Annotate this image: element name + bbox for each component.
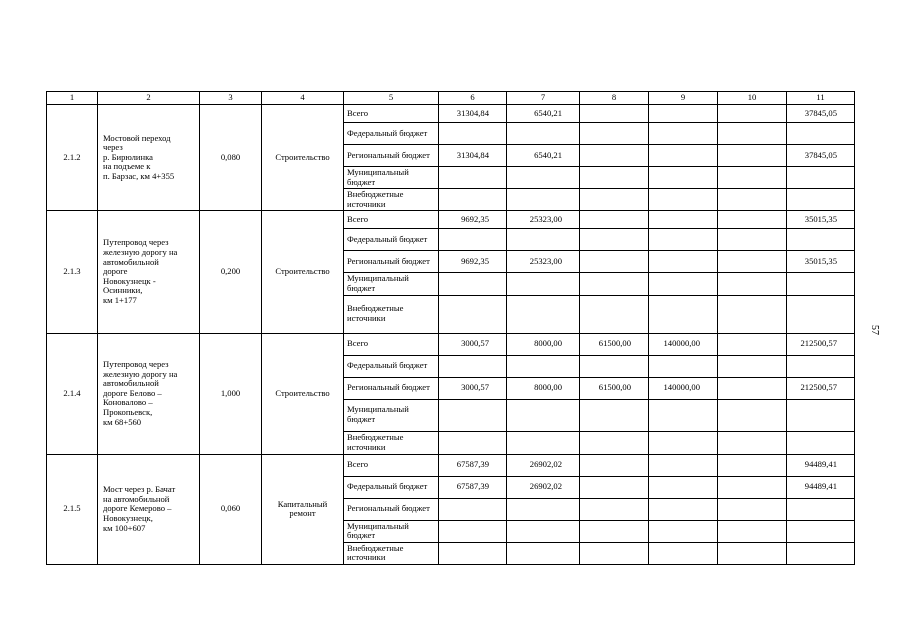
amount-cell: [787, 229, 855, 251]
amount-cell: [718, 273, 787, 295]
funding-source: Региональный бюджет: [344, 498, 439, 520]
amount-cell: [507, 431, 580, 454]
amount-cell: [580, 189, 649, 211]
header-cell: 7: [507, 92, 580, 105]
amount-cell: [718, 399, 787, 431]
work-type: Строительство: [262, 211, 344, 333]
funding-source: Муниципальный бюджет: [344, 399, 439, 431]
amount-cell: [507, 399, 580, 431]
funding-source: Внебюджетные источники: [344, 542, 439, 564]
header-cell: 10: [718, 92, 787, 105]
object-name: Мост через р. Бачат на автомобильной дороге Кемерово – Новокузнецк, км 100+607: [98, 454, 200, 564]
amount-cell: [580, 431, 649, 454]
funding-source: Федеральный бюджет: [344, 476, 439, 498]
amount-cell: [580, 105, 649, 123]
object-length: 0,060: [200, 454, 262, 564]
amount-cell: [649, 399, 718, 431]
amount-cell: [718, 377, 787, 399]
object-length: 1,000: [200, 333, 262, 454]
amount-cell: [580, 454, 649, 476]
amount-cell: 140000,00: [649, 333, 718, 355]
amount-cell: [507, 123, 580, 145]
amount-cell: [439, 431, 507, 454]
object-name: Мостовой переход через р. Бирюлинка на подъеме к п. Барзас, км 4+355: [98, 105, 200, 211]
funding-source: Региональный бюджет: [344, 377, 439, 399]
amount-cell: [580, 251, 649, 273]
amount-cell: [718, 454, 787, 476]
amount-cell: 3000,57: [439, 333, 507, 355]
amount-cell: [439, 167, 507, 189]
funding-source: Всего: [344, 211, 439, 229]
amount-cell: [787, 273, 855, 295]
amount-cell: [507, 295, 580, 333]
header-cell: 5: [344, 92, 439, 105]
amount-cell: [580, 476, 649, 498]
amount-cell: [649, 476, 718, 498]
amount-cell: 37845,05: [787, 105, 855, 123]
amount-cell: [718, 105, 787, 123]
amount-cell: [718, 167, 787, 189]
header-cell: 9: [649, 92, 718, 105]
funding-source: Федеральный бюджет: [344, 123, 439, 145]
amount-cell: [439, 123, 507, 145]
amount-cell: 140000,00: [649, 377, 718, 399]
amount-cell: 94489,41: [787, 454, 855, 476]
header-cell: 11: [787, 92, 855, 105]
amount-cell: [787, 542, 855, 564]
budget-table: [46, 91, 855, 565]
amount-cell: 6540,21: [507, 105, 580, 123]
amount-cell: 94489,41: [787, 476, 855, 498]
amount-cell: 35015,35: [787, 251, 855, 273]
amount-cell: [787, 295, 855, 333]
funding-source: Внебюджетные источники: [344, 431, 439, 454]
amount-cell: [787, 123, 855, 145]
table-row: [47, 454, 855, 476]
amount-cell: 37845,05: [787, 145, 855, 167]
amount-cell: [718, 123, 787, 145]
funding-source: Внебюджетные источники: [344, 295, 439, 333]
amount-cell: [580, 167, 649, 189]
amount-cell: [787, 355, 855, 377]
column-number-header-row: [47, 92, 855, 105]
amount-cell: [787, 498, 855, 520]
amount-cell: [649, 251, 718, 273]
funding-source: Муниципальный бюджет: [344, 167, 439, 189]
amount-cell: 25323,00: [507, 251, 580, 273]
amount-cell: 9692,35: [439, 251, 507, 273]
amount-cell: [649, 145, 718, 167]
funding-source: Муниципальный бюджет: [344, 520, 439, 542]
amount-cell: [580, 229, 649, 251]
funding-source: Региональный бюджет: [344, 145, 439, 167]
amount-cell: [580, 211, 649, 229]
amount-cell: [580, 520, 649, 542]
amount-cell: [718, 355, 787, 377]
amount-cell: [580, 273, 649, 295]
amount-cell: [649, 498, 718, 520]
item-number: 2.1.2: [47, 105, 98, 211]
amount-cell: 212500,57: [787, 333, 855, 355]
amount-cell: [649, 229, 718, 251]
amount-cell: [649, 520, 718, 542]
amount-cell: [439, 498, 507, 520]
table-row: [47, 105, 855, 123]
amount-cell: [439, 355, 507, 377]
amount-cell: 25323,00: [507, 211, 580, 229]
header-cell: 4: [262, 92, 344, 105]
item-number: 2.1.4: [47, 333, 98, 454]
amount-cell: [718, 520, 787, 542]
amount-cell: [718, 145, 787, 167]
funding-source: Всего: [344, 333, 439, 355]
amount-cell: [507, 498, 580, 520]
funding-source: Внебюджетные источники: [344, 189, 439, 211]
amount-cell: [507, 167, 580, 189]
amount-cell: 35015,35: [787, 211, 855, 229]
amount-cell: [718, 476, 787, 498]
amount-cell: 26902,02: [507, 454, 580, 476]
amount-cell: 3000,57: [439, 377, 507, 399]
amount-cell: [649, 273, 718, 295]
page-number: 57: [869, 325, 880, 335]
amount-cell: [507, 542, 580, 564]
header-cell: 6: [439, 92, 507, 105]
amount-cell: [507, 355, 580, 377]
amount-cell: [718, 211, 787, 229]
amount-cell: [507, 273, 580, 295]
amount-cell: [439, 542, 507, 564]
header-cell: 3: [200, 92, 262, 105]
amount-cell: 8000,00: [507, 377, 580, 399]
object-name: Путепровод через железную дорогу на автомобильной дороге Новокузнецк - Осинники, км 1+177: [98, 211, 200, 333]
amount-cell: [649, 105, 718, 123]
amount-cell: [718, 251, 787, 273]
amount-cell: 6540,21: [507, 145, 580, 167]
amount-cell: 67587,39: [439, 476, 507, 498]
amount-cell: [649, 355, 718, 377]
amount-cell: [649, 123, 718, 145]
amount-cell: [718, 333, 787, 355]
item-number: 2.1.3: [47, 211, 98, 333]
amount-cell: 61500,00: [580, 333, 649, 355]
amount-cell: [580, 355, 649, 377]
amount-cell: [649, 167, 718, 189]
funding-source: Федеральный бюджет: [344, 355, 439, 377]
amount-cell: [439, 295, 507, 333]
amount-cell: [649, 189, 718, 211]
funding-source: Муниципальный бюджет: [344, 273, 439, 295]
amount-cell: 9692,35: [439, 211, 507, 229]
amount-cell: [718, 229, 787, 251]
amount-cell: 67587,39: [439, 454, 507, 476]
amount-cell: [507, 520, 580, 542]
amount-cell: [507, 229, 580, 251]
amount-cell: [649, 295, 718, 333]
amount-cell: [439, 520, 507, 542]
amount-cell: [649, 211, 718, 229]
amount-cell: [718, 295, 787, 333]
amount-cell: [649, 431, 718, 454]
amount-cell: [718, 431, 787, 454]
amount-cell: [580, 123, 649, 145]
funding-source: Всего: [344, 454, 439, 476]
object-name: Путепровод через железную дорогу на автомобильной дороге Белово – Коновалово – Прокопьевск, км 68+560: [98, 333, 200, 454]
amount-cell: 31304,84: [439, 145, 507, 167]
item-number: 2.1.5: [47, 454, 98, 564]
amount-cell: [649, 542, 718, 564]
amount-cell: 212500,57: [787, 377, 855, 399]
amount-cell: [787, 520, 855, 542]
table-body: [47, 92, 855, 565]
amount-cell: [718, 498, 787, 520]
amount-cell: 61500,00: [580, 377, 649, 399]
work-type: Капитальный ремонт: [262, 454, 344, 564]
funding-source: Региональный бюджет: [344, 251, 439, 273]
amount-cell: [787, 399, 855, 431]
amount-cell: [649, 454, 718, 476]
amount-cell: [439, 273, 507, 295]
header-cell: 2: [98, 92, 200, 105]
funding-source: Всего: [344, 105, 439, 123]
amount-cell: 31304,84: [439, 105, 507, 123]
header-cell: 8: [580, 92, 649, 105]
object-length: 0,080: [200, 105, 262, 211]
funding-source: Федеральный бюджет: [344, 229, 439, 251]
amount-cell: [580, 542, 649, 564]
header-cell: 1: [47, 92, 98, 105]
amount-cell: [439, 399, 507, 431]
amount-cell: 26902,02: [507, 476, 580, 498]
amount-cell: [439, 229, 507, 251]
amount-cell: [718, 542, 787, 564]
amount-cell: [580, 295, 649, 333]
object-length: 0,200: [200, 211, 262, 333]
amount-cell: [787, 167, 855, 189]
amount-cell: [787, 189, 855, 211]
amount-cell: 8000,00: [507, 333, 580, 355]
amount-cell: [718, 189, 787, 211]
amount-cell: [580, 145, 649, 167]
amount-cell: [580, 399, 649, 431]
work-type: Строительство: [262, 105, 344, 211]
table-row: [47, 333, 855, 355]
amount-cell: [507, 189, 580, 211]
amount-cell: [787, 431, 855, 454]
amount-cell: [439, 189, 507, 211]
amount-cell: [580, 498, 649, 520]
work-type: Строительство: [262, 333, 344, 454]
table-row: [47, 211, 855, 229]
